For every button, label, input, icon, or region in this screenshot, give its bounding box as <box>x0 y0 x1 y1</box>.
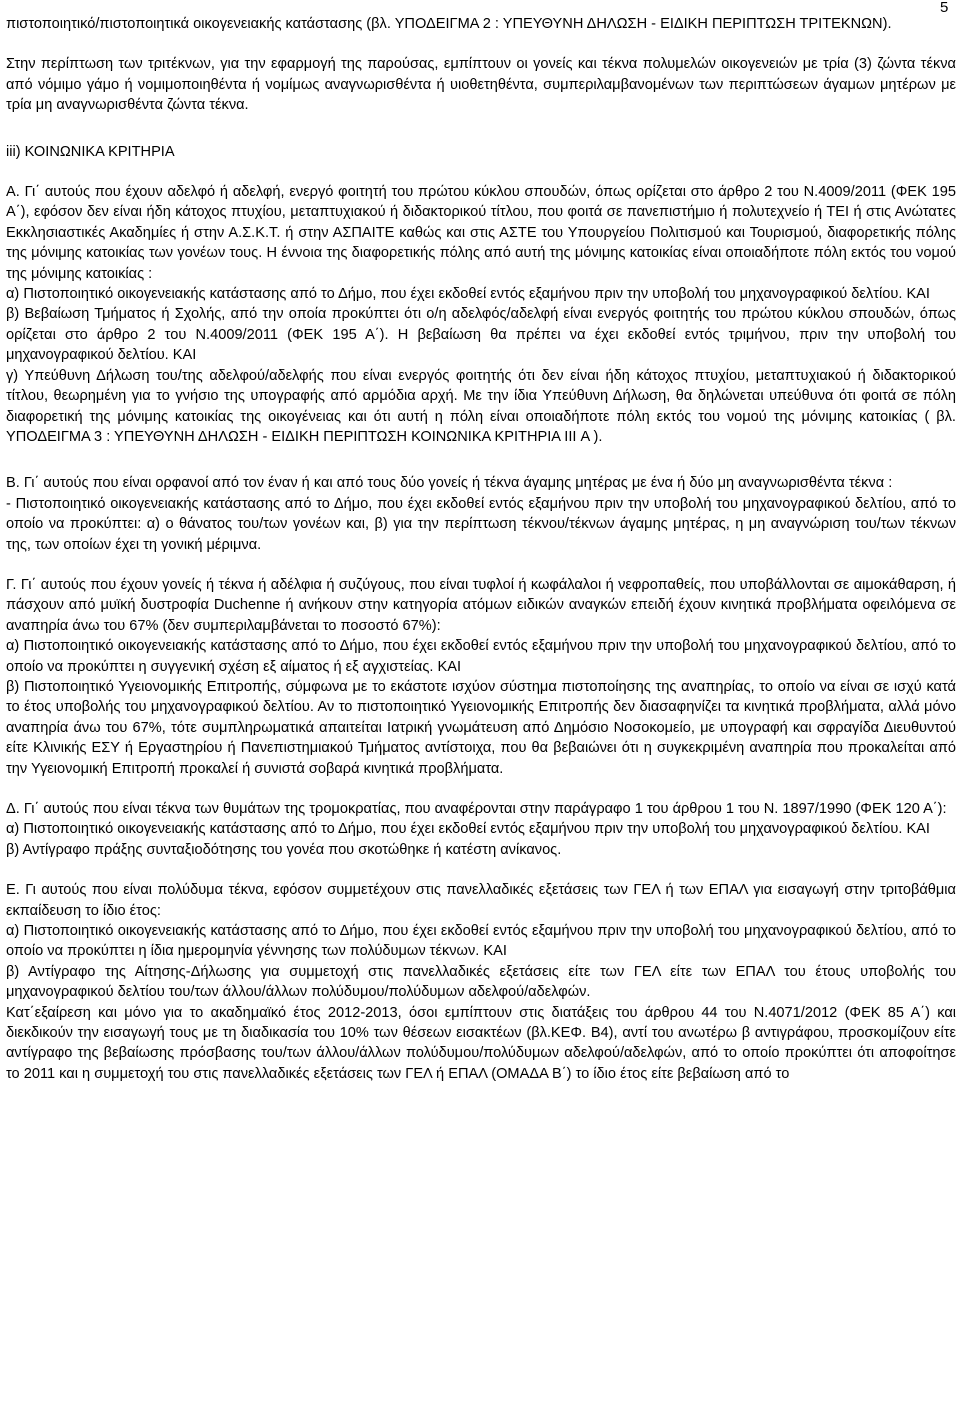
criterion-c <box>6 575 956 779</box>
criterion-c-item: α) Πιστοποιητικό οικογενειακής κατάστασης από το Δήμο, που έχει εκδοθεί εντός εξαμήνου πριν την υποβολή του μηχανογραφικού δελτίου, από το οποίο να προκύπτει η συγγενική σχέση εξ αίματος ή εξ αγχιστείας. ΚΑΙ <box>6 638 956 675</box>
criterion-a-item: α) Πιστοποιητικό οικογενειακής κατάστασης από το Δήμο, που έχει εκδοθεί εντός εξαμήνου πριν την υποβολή του μηχανογραφικού δελτίου. ΚΑΙ <box>6 286 930 303</box>
criterion-e-item: β) Αντίγραφο της Αίτησης-Δήλωσης για συμμετοχή στις πανελλαδικές εξετάσεις είτε των ΓΕΛ είτε των ΕΠΑΛ του έτους υποβολής του μηχανογραφικού δελτίου του/των άλλου/άλλων πολύδυμου/πολύδυμων αδελφού/αδελφών. <box>6 963 956 1001</box>
criterion-e-intro: Ε. Γι αυτούς που είναι πολύδυμα τέκνα, εφόσον συμμετέχουν στις πανελλαδικές εξετάσεις των ΓΕΛ ή των ΕΠΑΛ για εισαγωγή στην τριτοβάθμια εκπαίδευση το ίδιο έτος: <box>6 882 956 919</box>
criterion-c-intro: Γ. Γι΄ αυτούς που έχουν γονείς ή τέκνα ή αδέλφια ή συζύγους, που είναι τυφλοί ή κωφάλαλοι ή νεφροπαθείς, που υποβάλλονται σε αιμοκάθαρση, ή πάσχουν από μυϊκή δυστροφία Duchenne ή ανήκουν στην κατηγορία ατόμων ειδικών αναγκών επειδή έχουν κινητικά προβλήματα οφειλόμενα σε αναπηρία άνω του 67% (δεν συμπεριλαμβάνεται το ποσοστό 67%): <box>6 576 956 634</box>
criterion-b <box>6 473 956 555</box>
criterion-b-intro: Β. Γι΄ αυτούς που είναι ορφανοί από τον έναν ή και από τους δύο γονείς ή τέκνα άγαμης μητέρας με ένα ή δύο μη αναγνωρισθέντα τέκνα : <box>6 475 893 492</box>
criterion-a-item: γ) Υπεύθυνη Δήλωση του/της αδελφού/αδελφής που είναι ενεργός φοιτητής ότι δεν είναι ήδη κάτοχος πτυχίου, μεταπτυχιακού ή διδακτορικού τίτλου, θεωρημένη για το γνήσιο της υπογραφής από αρμόδια αρχή. Με την ίδια Υπεύθυνη Δήλωση, θα δηλώνεται υπεύθυνα ότι φοιτά σε πόλη διαφορετική της μόνιμης κατοικίας της οικογένειας και ότι αυτή η πόλη είναι οποιαδήποτε πόλη εκτός του νομού της μόνιμης κατοικίας ( βλ. ΥΠΟΔΕΙΓΜΑ 3 : ΥΠΕΥΘΥΝΗ ΔΗΛΩΣΗ - ΕΙΔΙΚΗ ΠΕΡΙΠΤΩΣΗ ΚΟΙΝΩΝΙΚΑ ΚΡΙΤΗΡΙΑ III Α ). <box>6 367 956 445</box>
intro-continuation: πιστοποιητικό/πιστοποιητικά οικογενειακής κατάστασης (βλ. ΥΠΟΔΕΙΓΜΑ 2 : ΥΠΕΥΘΥΝΗ ΔΗΛΩΣΗ - ΕΙΔΙΚΗ ΠΕΡΙΠΤΩΣΗ ΤΡΙΤΕΚΝΩΝ). <box>6 16 892 32</box>
criterion-a-intro: Α. Γι΄ αυτούς που έχουν αδελφό ή αδελφή, ενεργό φοιτητή του πρώτου κύκλου σπουδών, όπως ορίζεται στο άρθρο 2 του Ν.4009/2011 (ΦΕΚ 195 Α΄), εφόσον δεν είναι ήδη κάτοχος πτυχίου, μεταπτυχιακού ή διδακτορικού τίτλου, που φοιτά σε πανεπιστήμιο ή πολυτεχνείο ή ΤΕΙ ή στις Ανώτατες Εκκλησιαστικές Ακαδημίες ή στην Α.Σ.Κ.Τ. ή στην ΑΣΠΑΙΤΕ καθώς και στις ΑΣΤΕ του Υπουργείου Πολιτισμού και Τουρισμού, διαφορετικής πόλης της μόνιμης κατοικίας των γονέων τους. Η έννοια της διαφορετικής πόλης από αυτή της μόνιμης κατοικίας είναι οποιαδήποτε πόλη εκτός του νομού της μόνιμης κατοικίας : <box>6 184 956 282</box>
criterion-a <box>6 182 956 447</box>
criterion-a-item: β) Βεβαίωση Τμήματος ή Σχολής, από την οποία προκύπτει ότι ο/η αδελφός/αδελφή είναι ενεργός φοιτητής του πρώτου κύκλου σπουδών, όπως ορίζεται στο άρθρο 2 του Ν.4009/2011 (ΦΕΚ 195 Α΄). Η βεβαίωση θα πρέπει να έχει εκδοθεί εντός τριμήνου, πριν την υποβολή του μηχανογραφικού δελτίου. ΚΑΙ <box>6 306 956 364</box>
criterion-e <box>6 880 956 1084</box>
criterion-d <box>6 799 956 860</box>
criterion-e-item: α) Πιστοποιητικό οικογενειακής κατάστασης από το Δήμο, που έχει εκδοθεί εντός εξαμήνου πριν την υποβολή του μηχανογραφικού δελτίου, από το οποίο να προκύπτει η ίδια ημερομηνία γέννησης των πολύδυμων τέκνων. ΚΑΙ <box>6 923 956 960</box>
document-body <box>6 14 956 1084</box>
criterion-b-item: - Πιστοποιητικό οικογενειακής κατάστασης από το Δήμο, που έχει εκδοθεί εντός εξαμήνου πριν την υποβολή του μηχανογραφικού δελτίου, από το οποίο να προκύπτει: α) ο θάνατος του/των γονέων και, β) για την περίπτωση τέκνου/τέκνων άγαμης μητέρας, η μη αναγνώριση του/των τέκνων της, των οποίων έχει τη γονική μέριμνα. <box>6 495 956 553</box>
tritekna-paragraph: Στην περίπτωση των τριτέκνων, για την εφαρμογή της παρούσας, εμπίπτουν οι γονείς και τέκνα πολυμελών οικογενειών με τρία (3) ζώντα τέκνα από νόμιμο γάμο ή νομιμοποιηθέντα ή νομίμως αναγνωρισθέντα ή υιοθετηθέντα, συμπεριλαμβανομένων των περιπτώσεων άγαμων μητέρων με τρία μη αναγνωρισθέντα ζώντα τέκνα. <box>6 56 956 114</box>
criterion-d-item: β) Αντίγραφο πράξης συνταξιοδότησης του γονέα που σκοτώθηκε ή κατέστη ανίκανος. <box>6 841 562 858</box>
criterion-d-intro: Δ. Γι΄ αυτούς που είναι τέκνα των θυμάτων της τρομοκρατίας, που αναφέρονται στην παράγραφο 1 του άρθρου 1 του Ν. 1897/1990 (ΦΕΚ 120 Α΄): <box>6 801 947 817</box>
criterion-c-item: β) Πιστοποιητικό Υγειονομικής Επιτροπής, σύμφωνα με το εκάστοτε ισχύον σύστημα πιστοποίησης της αναπηρίας, το οποίο να είναι σε ισχύ κατά το έτος υποβολής του μηχανογραφικού δελτίου. Αν το πιστοποιητικό Υγειονομικής Επιτροπής δεν διασαφηνίζει τα κινητικά προβλήματα, αλλά μόνο αναπηρία άνω του 67%, τότε συμπληρωματικά απαιτείται Ιατρική γνωμάτευση από Δημόσιο Νοσοκομείο, με υπογραφή και σφραγίδα Διευθυντού είτε Κλινικής ΕΣΥ ή Εργαστηρίου ή Πανεπιστημιακού Τμήματος αντίστοιχα, που θα βεβαιώνει ότι η συγκεκριμένη αναπηρία που προκαλείται από την Υγειονομική Επιτροπή προκαλεί ή συνιστά σοβαρά κινητικά προβλήματα. <box>6 678 956 777</box>
page-number: 5 <box>940 0 949 16</box>
section-title-social-criteria: iii) ΚΟΙΝΩΝΙΚΑ ΚΡΙΤΗΡΙΑ <box>6 143 175 160</box>
criterion-e-exception: Κατ΄εξαίρεση και μόνο για το ακαδημαϊκό έτος 2012-2013, όσοι εμπίπτουν στις διατάξεις του άρθρου 44 του Ν.4071/2012 (ΦΕΚ 85 Α΄) και διεκδικούν την εισαγωγή τους με τη διαδικασία του 10% των θέσεων εισακτέων (βλ.ΚΕΦ. Β4), αντί του ανωτέρω β αντιγράφου, προσκομίζουν είτε αντίγραφο της βεβαίωσης πρόσβασης του/των άλλου/άλλων πολύδυμου/πολύδυμων αδελφού/αδελφών, από το οποίο προκύπτει ότι αποφοίτησε το 2011 και η συμμετοχή του στις πανελλαδικές εξετάσεις των ΓΕΛ ή ΕΠΑΛ (ΟΜΑΔΑ Β΄) το ίδιο έτος είτε βεβαίωση από το <box>6 1004 956 1082</box>
criterion-d-item: α) Πιστοποιητικό οικογενειακής κατάστασης από το Δήμο, που έχει εκδοθεί εντός εξαμήνου πριν την υποβολή του μηχανογραφικού δελτίου. ΚΑΙ <box>6 821 930 838</box>
